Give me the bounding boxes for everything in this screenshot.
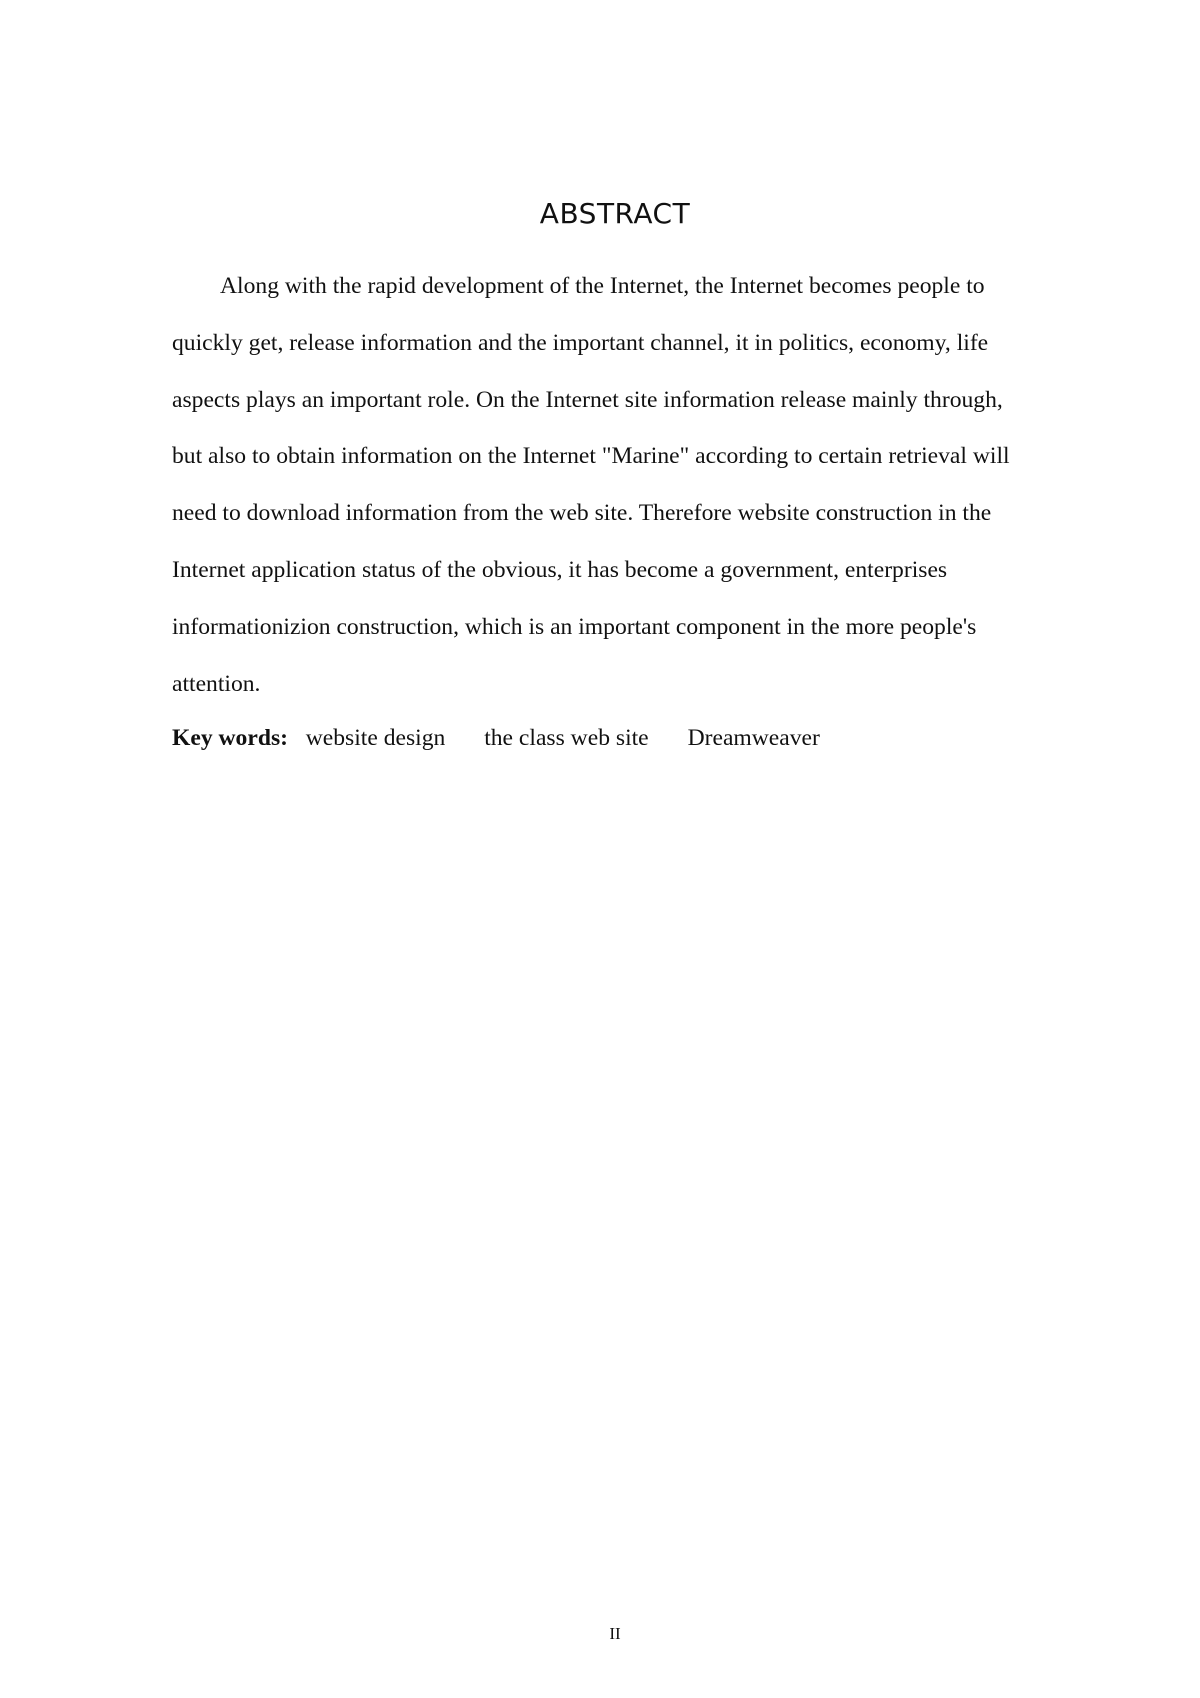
abstract-line: aspects plays an important role. On the Internet site information release mainly through,	[172, 386, 1003, 413]
abstract-line: Internet application status of the obvious, it has become a government, enterprises	[172, 556, 948, 583]
abstract-line: Along with the rapid development of the Internet, the Internet becomes people to	[220, 273, 985, 299]
page-title: ABSTRACT	[539, 197, 691, 230]
abstract-line: informationizion construction, which is an important component in the more people's	[172, 613, 977, 640]
keywords-label-spacer	[294, 725, 300, 751]
keyword-item: website design	[305, 725, 446, 751]
abstract-line: but also to obtain information on the Internet "Marine" according to certain retrieval will	[172, 443, 1010, 470]
abstract-line: quickly get, release information and the important channel, it in politics, economy, life	[172, 329, 989, 356]
keywords-label: Key words:	[172, 725, 288, 751]
abstract-body	[172, 258, 1042, 712]
abstract-line: attention.	[172, 670, 261, 697]
keywords-line	[172, 718, 1042, 758]
page-number: II	[609, 1624, 621, 1643]
keyword-item: Dreamweaver	[687, 725, 820, 751]
abstract-line: need to download information from the web site. Therefore website construction in the	[172, 500, 992, 527]
keyword-item: the class web site	[484, 725, 649, 751]
